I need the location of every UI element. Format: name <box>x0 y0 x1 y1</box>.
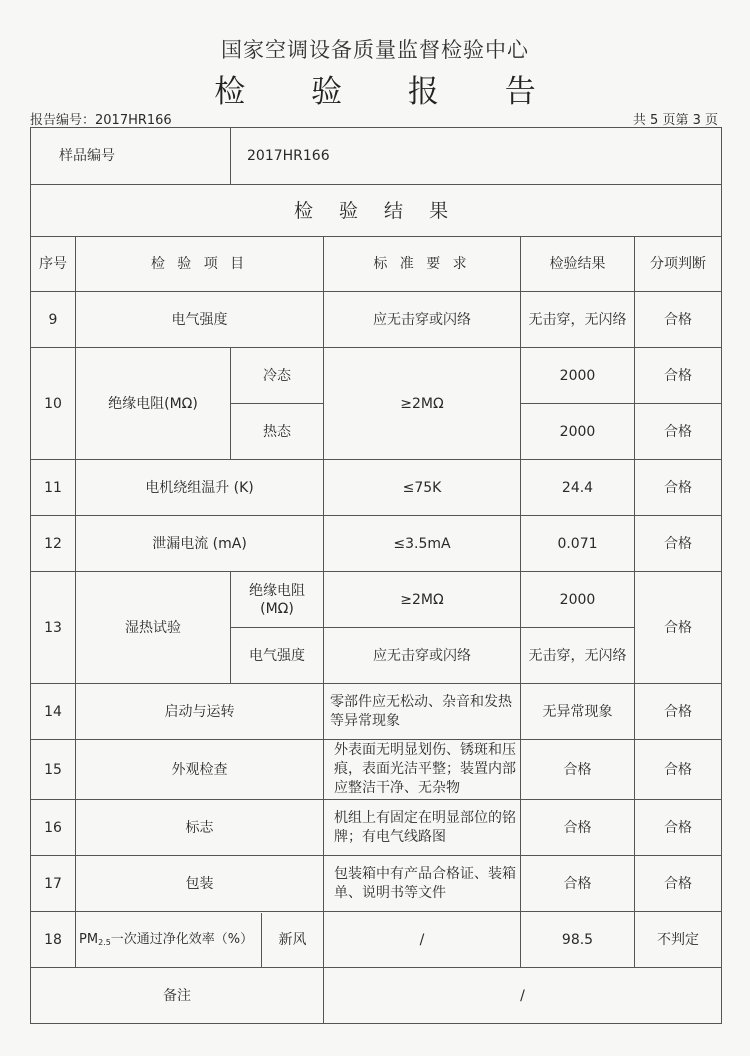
row-req: ≥2MΩ <box>324 572 521 628</box>
row-verdict: 合格 <box>635 740 722 800</box>
row-result: 98.5 <box>521 912 635 968</box>
pm-item-label <box>76 913 262 967</box>
row-verdict: 合格 <box>635 516 722 572</box>
row-result: 无击穿，无闪络 <box>521 292 635 348</box>
row-result: 合格 <box>521 856 635 912</box>
row-req: ≤75K <box>324 460 521 516</box>
page-info: 共 5 页第 3 页 <box>632 113 718 128</box>
row-item: 湿热试验 <box>76 572 231 684</box>
row-no: 11 <box>31 460 76 516</box>
remarks-value: / <box>324 968 722 1024</box>
col-result: 检验结果 <box>521 237 635 292</box>
row-req: 包装箱中有产品合格证、装箱单、说明书等文件 <box>324 856 521 912</box>
row-verdict: 合格 <box>635 460 722 516</box>
table-row <box>31 684 722 740</box>
row-result: 无异常现象 <box>521 684 635 740</box>
table-row <box>31 516 722 572</box>
row-result: 2000 <box>521 348 635 404</box>
row-item: 包装 <box>76 856 324 912</box>
table-title: 检 验 结 果 <box>31 185 722 237</box>
row-item: 电气强度 <box>76 292 324 348</box>
table-row <box>31 460 722 516</box>
row-no: 16 <box>31 800 76 856</box>
row-result: 2000 <box>521 404 635 460</box>
row-req: 应无击穿或闪络 <box>324 628 521 684</box>
remarks-row <box>31 968 722 1024</box>
subitem-line: 绝缘电阻 <box>249 582 305 599</box>
row-no: 13 <box>31 572 76 684</box>
row-verdict: 合格 <box>635 404 722 460</box>
row-no: 18 <box>31 912 76 968</box>
row-req: 零部件应无松动、杂音和发热等异常现象 <box>324 684 521 740</box>
row-result: 24.4 <box>521 460 635 516</box>
table-row <box>31 856 722 912</box>
row-item: 外观检查 <box>76 740 324 800</box>
row-subitem: 热态 <box>231 404 324 460</box>
row-verdict: 合格 <box>635 292 722 348</box>
column-header-row <box>31 237 722 292</box>
sample-value: 2017HR166 <box>231 128 722 185</box>
org-name: 国家空调设备质量监督检验中心 <box>221 38 529 62</box>
row-item: 泄漏电流 (mA) <box>76 516 324 572</box>
col-req: 标 准 要 求 <box>324 237 521 292</box>
row-result: 0.071 <box>521 516 635 572</box>
row-no: 15 <box>31 740 76 800</box>
table-row <box>31 912 722 968</box>
table-row <box>31 348 722 404</box>
pm-subscript: 2.5 <box>98 937 111 947</box>
row-verdict: 合格 <box>635 800 722 856</box>
pm-text: PM <box>79 931 99 947</box>
table-row <box>31 740 722 800</box>
row-req: / <box>324 912 521 968</box>
row-no: 10 <box>31 348 76 460</box>
col-no: 序号 <box>31 237 76 292</box>
row-subitem <box>231 572 324 628</box>
pm-item-split <box>76 913 323 967</box>
row-item: 启动与运转 <box>76 684 324 740</box>
row-subitem: 冷态 <box>231 348 324 404</box>
col-item: 检 验 项 目 <box>76 237 324 292</box>
table-title-row <box>31 185 722 237</box>
report-title: 检 验 报 告 <box>214 74 564 110</box>
row-req: 机组上有固定在明显部位的铭牌；有电气线路图 <box>324 800 521 856</box>
row-req: ≥2MΩ <box>324 348 521 460</box>
table-row <box>31 292 722 348</box>
row-result: 合格 <box>521 800 635 856</box>
row-subitem: 电气强度 <box>231 628 324 684</box>
subitem-unit: (MΩ) <box>260 600 294 617</box>
row-verdict: 合格 <box>635 856 722 912</box>
row-result: 2000 <box>521 572 635 628</box>
row-result: 无击穿，无闪络 <box>521 628 635 684</box>
row-verdict: 合格 <box>635 684 722 740</box>
pm-rest: 一次通过净化效率（%） <box>110 931 254 947</box>
row-req: 外表面无明显划伤、锈斑和压痕，表面光洁平整；装置内部应整洁干净、无杂物 <box>324 740 521 800</box>
row-no: 9 <box>31 292 76 348</box>
row-verdict: 合格 <box>635 348 722 404</box>
row-verdict: 不判定 <box>635 912 722 968</box>
row-item: 绝缘电阻(MΩ) <box>76 348 231 460</box>
table-row <box>31 800 722 856</box>
row-req: ≤3.5mA <box>324 516 521 572</box>
sample-label: 样品编号 <box>31 128 231 185</box>
report-number: 报告编号：2017HR166 <box>30 113 172 128</box>
row-verdict: 合格 <box>635 572 722 684</box>
remarks-label: 备注 <box>31 968 324 1024</box>
table-row <box>31 572 722 628</box>
row-result: 合格 <box>521 740 635 800</box>
sample-row <box>31 128 722 185</box>
row-item <box>76 912 324 968</box>
row-req: 应无击穿或闪络 <box>324 292 521 348</box>
row-no: 14 <box>31 684 76 740</box>
row-item: 电机绕组温升 (K) <box>76 460 324 516</box>
inspection-results-table <box>30 127 722 1024</box>
row-item: 标志 <box>76 800 324 856</box>
row-no: 12 <box>31 516 76 572</box>
row-subitem: 新风 <box>278 931 307 948</box>
row-no: 17 <box>31 856 76 912</box>
col-verdict: 分项判断 <box>635 237 722 292</box>
